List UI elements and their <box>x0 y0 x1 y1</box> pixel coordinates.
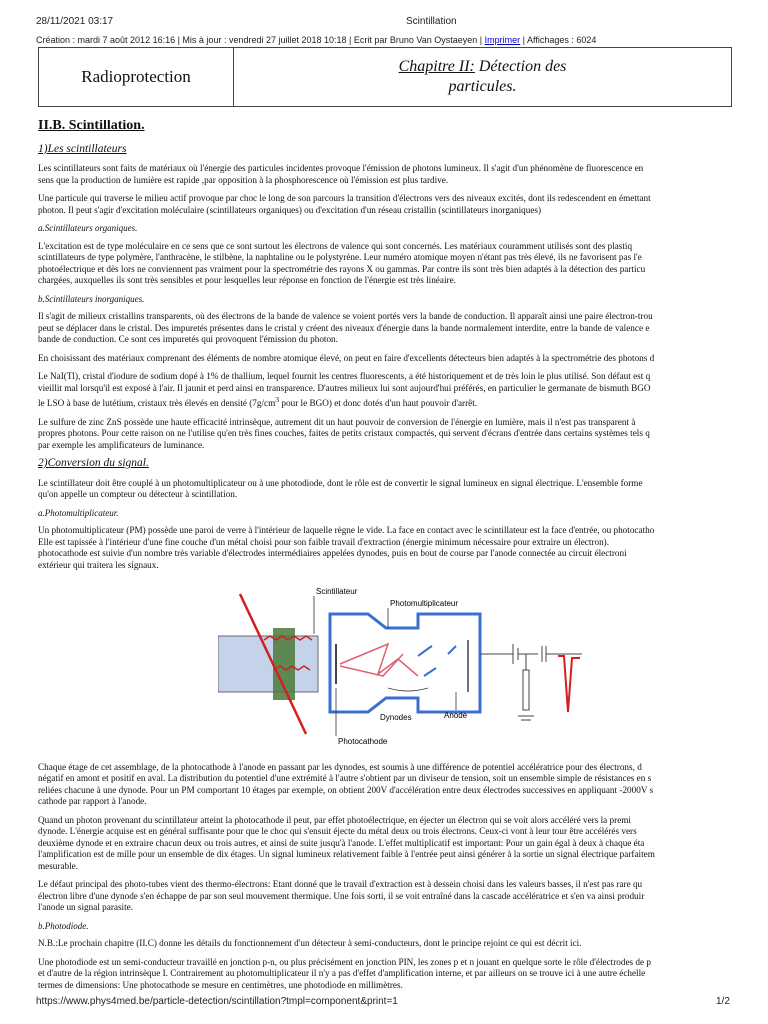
chapter-title: Détection des <box>474 58 567 75</box>
print-datetime: 28/11/2021 03:17 <box>36 16 114 27</box>
figure-label-photocathode: Photocathode <box>338 737 388 747</box>
paragraph: Le NaI(Tl), cristal d'iodure de sodium dopé à 1% de thallium, lequel fournit les centres fluorescents, a été historiquement et de très loin le plus utilisé. Son défaut est q vieillit mal lorsqu'il est exposé à l'air. Il jaunit et perd ainsi en transparence. D'autres milieux lui sont aujourd'hui préférés, en particulier le germanate de bismuth BGO le LSO à base de lutétium, cristaux très élevés en densité ($7g/cm^3$ pour le BGO) et donc dotés d'un haut pouvoir d'arrêt. <box>38 371 651 409</box>
paragraph: Une particule qui traverse le milieu actif provoque par choc le long de son parcours la transition d'électrons vers des niveaux excités, dont ils redescendent en émettant photon. Il peut s'agir d'excitation moléculaire (scintillateurs organiques) ou d'excitation d'un réseau cristallin (scintillateurs inorganiques) <box>38 193 651 215</box>
photomultiplier-diagram <box>218 584 588 752</box>
subsection-title: a.Scintillateurs organiques. <box>38 223 138 233</box>
print-link[interactable]: Imprimer <box>484 35 521 45</box>
section-2-title: 2)Conversion du signal. <box>38 457 149 470</box>
subsection-title: a.Photomultiplicateur. <box>38 507 119 518</box>
figure-label-scintillateur: Scintillateur <box>316 587 358 597</box>
meta-views: | Affichages : 6024 <box>522 35 597 45</box>
paragraph: Quand un photon provenant du scintillateur atteint la photocathode il peut, par effet photoélectrique, en éjecter un électron qui se voit alors accéléré vers la premi dynode. L'énergie acquise est en général suffisante pour que le choc qui s'ensuit éjecte du métal deux ou trois électrons. Ceux-ci vont à leur tour être accélérés vers deuxième dynode et en extraire chacun deux ou trois autres, et ainsi de suite jusqu'à l'anode. L'effet multiplicatif est important: Pour un gain égal à deux à chaque éta l'amplification est de mille pour un ensemble de dix étages. Un signal lumineux relativement faible à l'entrée peut ainsi générer à la sortie un signal électrique parfaitem mesurable. <box>38 814 655 871</box>
page-heading: II.B. Scintillation. <box>38 120 145 133</box>
paragraph: N.B.:Le prochain chapitre (II.C) donne les détails du fonctionnement d'un détecteur à semi-conducteurs, dont le principe rejoint ce qui est décrit ici. <box>38 938 582 949</box>
paragraph: Il s'agit de milieux cristallins transparents, où des électrons de la bande de valence se voient portés vers la bande de conduction. Il apparaît ainsi une paire électron-trou peut se déplacer dans le cristal. Des impuretés présentes dans le cristal y créent des niveaux d'énergie dans la bande normalement interdite, entre la bande de valence e bande de conduction. Ce sont ces impuretés qui provoquent l'émission du photon. <box>38 311 653 344</box>
paragraph: Le défaut principal des photo-tubes vient des thermo-électrons: Etant donné que le travail d'extraction est à dessein choisi dans les valeurs basses, il n'est pas rare qu électron libre d'une dynode s'en échappe de par son seul mouvement thermique. Une fois sorti, il se voit entraîné dans la cascade accélératrice et s'en va ainsi produir l'anode un signal parasite. <box>38 879 645 913</box>
figure-label-dynodes: Dynodes <box>380 713 412 723</box>
paragraph: Chaque étage de cet assemblage, de la photocathode à l'anode en passant par les dynodes, est soumis à une différence de potentiel accélératrice pour des électrons, d négatif en amont et positif en aval. La distribution du potentiel d'une extrémité à l'autre s'obtient par un diviseur de tension, soit un ensemble simple de résistances en s reliées chacune à une dynode. Pour un PM comportant 10 étages par exemple, on obtient 200V d'accélération entre deux électrodes successives en appliquant -2000V s cathode par rapport à l'anode. <box>38 761 654 807</box>
print-page-title: Scintillation <box>406 16 457 27</box>
paragraph: Un photomultiplicateur (PM) possède une paroi de verre à l'intérieur de laquelle règne le vide. La face en contact avec le scintillateur est la face d'entrée, ou photocatho Elle est tapissée à l'intérieur d'une fine couche d'un métal choisi pour son faible travail d'extraction (énergie minimum nécessaire pour extraire un électron). photocathode est suivie d'un nombre très variable d'électrodes intermédiaires appelées dynodes, puis en bout de course par l'anode connectée au circuit électroni extérieur qui traitera les signaux. <box>38 525 655 570</box>
paragraph: Une photodiode est un semi-conducteur travaillé en jonction p-n, ou plus précisément en jonction PIN, les zones p et n jouant en quelque sorte le rôle d'électrodes de p et d'autre de la région intrinsèque I. Contrairement au photomultiplicateur il n'y a pas d'effet d'amplification interne, et par ailleurs on se trouve ici à une autre échelle termes de dimensions: Une photocathode se mesure en centimètres, une photodiode en millimètres. <box>38 956 651 990</box>
article-body <box>38 120 738 998</box>
paragraph: L'excitation est de type moléculaire en ce sens que ce sont surtout les électrons de valence qui sont concernés. Les matériaux couramment utilisés sont des plastiq scintillateurs de type polymère, l'anthracène, le stilbène, la naphtaline ou le polystyrène. Leur numéro atomique moyen n'étant pas très élevé, ils ne favorisent pas l'e photoélectrique et dès lors ne conviennent pas vraiment pour la spectrométrie des rayons X ou gammas. Par contre ils sont très bien adaptés à la détection des particu chargées, auxquelles ils sont très sensibles et pour lesquelles leur réponse en fonction de l'énergie est très linéaire. <box>38 240 646 285</box>
article-meta <box>36 35 596 45</box>
paragraph: En choisissant des matériaux comprenant des éléments de nombre atomique élevé, on peut en faire d'excellents détecteurs bien adaptés à la spectrométrie des photons d <box>38 352 655 363</box>
figure-label-anode: Anode <box>444 711 468 721</box>
chapter-title-line2: particules. <box>448 78 517 95</box>
meta-text: Création : mardi 7 août 2012 16:16 | Mis à jour : vendredi 27 juillet 2018 10:18 | Ecrit par Bruno Van Oystaeyen | <box>36 35 483 45</box>
subsection-title: b.Photodiode. <box>38 920 89 931</box>
title-box-chapter <box>234 48 731 106</box>
section-1-title: 1)Les scintillateurs <box>38 142 127 155</box>
paragraph: Les scintillateurs sont faits de matériaux où l'énergie des particules incidentes provoque l'émission de photons lumineux. Il s'agit d'un phénomène de fluorescence en sens que la production de lumière est rapide ,par opposition à la phosphorescence où l'émission est plus tardive. <box>38 163 644 185</box>
figure-label-photomultiplicateur: Photomultiplicateur <box>390 599 459 609</box>
title-box-left: Radioprotection <box>39 48 234 106</box>
subsection-title: b.Scintillateurs inorganiques. <box>38 293 145 304</box>
paragraph: Le sulfure de zinc ZnS possède une haute efficacité intrinsèque, autrement dit un haut pouvoir de conversion de l'énergie en lumière, mais il n'est pas transparent à propres photons. Pour cette raison on ne l'utilise qu'en très fines couches, faites de petits cristaux compactés, qui servent d'écrans d'entrée dans certains systèmes tels q par exemple les amplificateurs de luminance. <box>38 416 650 450</box>
paragraph: Le scintillateur doit être couplé à un photomultiplicateur ou à une photodiode, dont le rôle est de convertir le signal lumineux en signal électrique. L'ensemble forme qu'on appelle un compteur ou détecteur à scintillation. <box>38 477 643 500</box>
footer-url: https://www.phys4med.be/particle-detection/scintillation?tmpl=component&print=1 <box>36 996 398 1007</box>
footer-page-number: 1/2 <box>716 996 730 1007</box>
chapter-label: Chapitre II: <box>398 58 475 75</box>
title-box <box>38 47 732 107</box>
